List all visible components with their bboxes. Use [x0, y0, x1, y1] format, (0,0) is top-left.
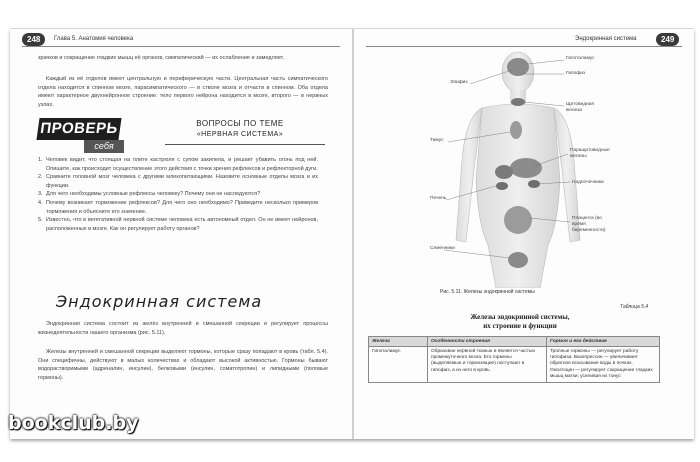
label-hypothalamus: Гипоталамус: [566, 56, 595, 61]
label-pituitary: Гипофиз: [566, 71, 586, 76]
questions-title-line-2: «НЕРВНАЯ СИСТЕМА»: [196, 131, 284, 138]
question-item: 1. Человек видит, что стоящая на плите кастрюля с супом закипела, и решает убавить огонь под ней. Опишите, как происходит осуществление этого действия с точки зрения рефлексов и рефлекторной дуги.: [38, 157, 318, 172]
figure-caption: Рис. 5.11. Железы эндокринной системы: [440, 289, 535, 295]
label-ovaries: Семенники: [430, 246, 455, 251]
watermark: bookclub.by: [8, 412, 139, 434]
label-parathyroid: Паращитовидные железы: [570, 148, 610, 159]
question-text: Для чего необходимы условные рефлексы человеку? Почему они не наследуются?: [46, 191, 261, 198]
label-thyroid: Щитовидная железа: [566, 102, 594, 113]
question-text: Сравните головной мозг человека с другими млекопитающими. Назовите основные отделы мозга и их функции.: [46, 174, 318, 189]
badge-top-label: ПРОВЕРЬ: [36, 118, 121, 140]
glands-table: [368, 336, 660, 383]
right-header-rule: [366, 46, 682, 47]
question-item: 4. Почему возникает торможение рефлексов? Для чего оно необходимо? Приведите несколько примеров торможения и объясните его значение.: [38, 199, 318, 215]
question-item: 5. Известно, что в вегетативной нервной системе человека есть автономный отдел. Он не имеет нейронов, расположенных в мозге. Как он регулирует работу органов?: [38, 217, 318, 232]
questions-title: [165, 118, 315, 140]
question-item: 2. Сравните головной мозг человека с другими млекопитающими. Назовите основные отделы мозга и их функции.: [38, 174, 318, 189]
label-epiphysis: Эпифиз: [450, 80, 468, 85]
endocrine-figure: [430, 50, 610, 288]
label-thymus: Тимус: [430, 138, 444, 143]
table-title-line-2: их строение и функции: [483, 322, 557, 330]
book-gutter: [352, 29, 354, 439]
right-page-number: 249: [656, 33, 679, 46]
question-text: Почему возникает торможение рефлексов? Для чего оно необходимо? Приведите несколько примеров торможения и объясните его значение.: [46, 199, 318, 215]
header-structure: Особенности строения: [428, 337, 547, 347]
body-paragraph-2: Железы внутренней и смешанной секреции выделяют гормоны, которые сразу попадают в кровь (табл. 5.4). Они специфичны, действуют в малых количествах и обладают высокой активностью. Гормоны бывают водорастворимыми (адреналин, инсулин), белковыми (инсулин, соматотропин) и липидными (половые гормоны).: [38, 349, 328, 381]
intro-paragraph-1: зрачков и сокращение гладких мышц её органов, симпатический — их ослабление и замедляет.: [38, 55, 285, 61]
table-cell: Образован нервной тканью и является частью промежуточного мозга. Его гормоны (выделяемые и тормозящие) поступают в гипофиз, а из него в кровь: [428, 347, 547, 383]
table-title: [450, 313, 590, 331]
questions-title-line-1: ВОПРОСЫ ПО ТЕМЕ: [196, 119, 284, 128]
table-cell: Тропные гормоны — регулирует работу гипофиза. Вазопрессин — увеличивает обратное всасывание воды в почках. Окситоцин — регулирует сокращение гладких мышц матки, усиливая их тонус: [547, 347, 660, 383]
table-row: [369, 347, 660, 383]
badge-bottom-label: себя: [84, 140, 124, 153]
intro-paragraph-2: Каждый из её отделов имеет центральную и периферическую части. Центральная часть симпатического отдела находится в спинном мозге, парасимпатического — в стволе мозга и отчасти в спинном. Оба отдела имеют характерное двухнейронное строение: тело первого нейрона находится в мозге, второго — в нервных узлах.: [38, 76, 328, 108]
label-placenta: Плацента (во время беременности): [572, 216, 606, 233]
label-adrenal: Надпочечники: [572, 180, 604, 185]
question-item: 3. Для чего необходимы условные рефлексы человеку? Почему они не наследуются?: [38, 191, 261, 198]
table-title-line-1: Железы эндокринной системы,: [470, 313, 570, 321]
question-text: Человек видит, что стоящая на плите кастрюля с супом закипела, и решает убавить огонь под ней. Опишите, как происходит осуществление этого действия с точки зрения рефлексов и рефлекторной дуги.: [46, 157, 318, 172]
header-hormone: Гормон и его действие: [547, 337, 660, 347]
table-number: Таблица 5.4: [620, 304, 649, 310]
questions-rule: [165, 144, 325, 145]
left-page-number: 248: [22, 33, 45, 46]
check-yourself-badge: [38, 118, 134, 156]
header-gland: Железа: [369, 337, 428, 347]
left-header-rule: [22, 46, 340, 47]
left-running-head: Глава 5. Анатомия человека: [54, 36, 134, 42]
section-title: Эндокринная система: [56, 292, 263, 311]
table-cell: Гипоталамус: [369, 347, 428, 383]
questions-list: [38, 156, 318, 233]
table-header-row: [369, 337, 660, 347]
right-running-head: Эндокринная система: [575, 36, 637, 42]
question-text: Известно, что в вегетативной нервной системе человека есть автономный отдел. Он не имеет нейронов, расположенных в мозге. Как он регулирует работу органов?: [46, 217, 318, 232]
label-pancreas: Печень: [430, 196, 447, 201]
body-paragraph-1: Эндокринная система состоит из желёз внутренней и смешанной секреции и регулирует процессы жизнедеятельности нашего организма (рис. 5.11).: [38, 321, 328, 336]
